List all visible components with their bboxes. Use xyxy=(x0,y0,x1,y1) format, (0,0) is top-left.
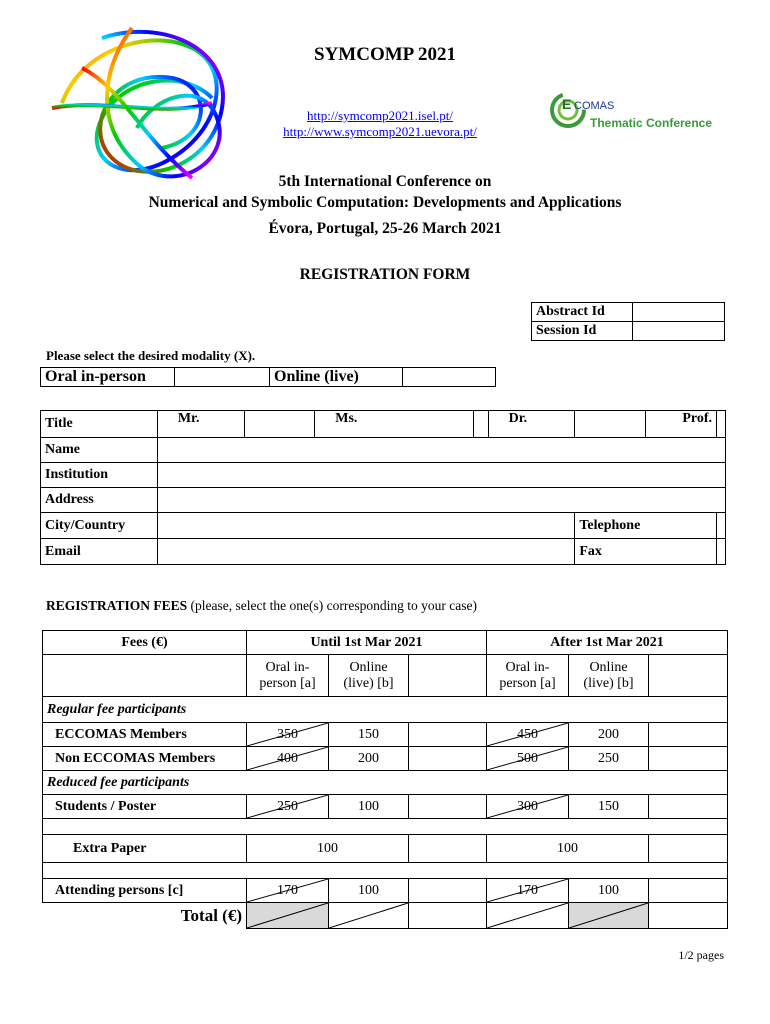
modality-online-label: Online (live) xyxy=(270,368,403,387)
session-id-field[interactable] xyxy=(633,322,725,341)
id-box xyxy=(531,302,725,341)
eccomas-logo-letter: E xyxy=(562,96,572,112)
telephone-field[interactable] xyxy=(717,513,726,539)
telephone-label: Telephone xyxy=(575,513,717,539)
institution-label: Institution xyxy=(41,463,158,488)
after-oral-header: Oral in-person [a] xyxy=(487,655,569,697)
after-header: After 1st Mar 2021 xyxy=(487,631,728,655)
institution-field[interactable] xyxy=(157,463,725,488)
non-eccomas-after-oral[interactable]: 500 xyxy=(487,747,569,771)
abstract-id-label: Abstract Id xyxy=(532,303,633,322)
strike-line xyxy=(487,903,568,928)
address-field[interactable] xyxy=(157,488,725,513)
strike-line xyxy=(487,747,568,770)
conference-line-2: Numerical and Symbolic Computation: Developments and Applications xyxy=(148,194,622,211)
strike-line xyxy=(487,723,568,746)
total-after-online[interactable] xyxy=(569,903,649,929)
modality-oral-checkbox[interactable] xyxy=(175,368,270,387)
strike-line xyxy=(329,903,408,928)
non-eccomas-until-online[interactable]: 200 xyxy=(329,747,409,771)
abstract-id-field[interactable] xyxy=(633,303,725,322)
website-link-uevora[interactable]: http://www.symcomp2021.uevora.pt/ xyxy=(283,124,477,139)
city-country-field[interactable] xyxy=(157,513,575,539)
attending-until-online[interactable]: 100 xyxy=(329,879,409,903)
eccomas-after-online[interactable]: 200 xyxy=(569,723,649,747)
total-until-oral[interactable] xyxy=(247,903,329,929)
title-prof-label: Prof. xyxy=(646,411,717,438)
fax-label: Fax xyxy=(575,539,717,565)
title-mr-label: Mr. xyxy=(157,411,244,438)
non-eccomas-after-online[interactable]: 250 xyxy=(569,747,649,771)
until-online-header: Online (live) [b] xyxy=(329,655,409,697)
page-title: SYMCOMP 2021 xyxy=(314,44,456,65)
personal-details-table xyxy=(40,410,726,565)
extra-paper-label: Extra Paper xyxy=(43,835,247,863)
modality-prompt: Please select the desired modality (X). xyxy=(46,348,256,363)
total-until-online[interactable] xyxy=(329,903,409,929)
non-eccomas-until-oral[interactable]: 400 xyxy=(247,747,329,771)
city-country-label: City/Country xyxy=(41,513,158,539)
page-number: 1/2 pages xyxy=(678,948,724,962)
eccomas-logo xyxy=(548,90,716,130)
strike-line xyxy=(487,795,568,818)
eccomas-logo-name: COMAS xyxy=(574,100,615,112)
students-after-online[interactable]: 150 xyxy=(569,795,649,819)
strike-line xyxy=(247,795,328,818)
conference-knot-logo xyxy=(42,8,252,198)
reduced-fee-section: Reduced fee participants xyxy=(43,771,728,795)
modality-online-checkbox[interactable] xyxy=(403,368,496,387)
students-poster-label: Students / Poster xyxy=(43,795,247,819)
strike-line xyxy=(487,879,568,902)
strike-line xyxy=(247,747,328,770)
address-label: Address xyxy=(41,488,158,513)
extra-paper-after[interactable]: 100 xyxy=(487,835,649,863)
strike-line xyxy=(569,903,648,928)
regular-fee-section: Regular fee participants xyxy=(43,697,728,723)
until-oral-header: Oral in-person [a] xyxy=(247,655,329,697)
fees-table xyxy=(42,630,728,929)
attending-after-oral[interactable]: 170 xyxy=(487,879,569,903)
session-id-label: Session Id xyxy=(532,322,633,341)
title-dr-checkbox[interactable] xyxy=(575,411,646,438)
total-label: Total (€) xyxy=(43,903,247,929)
title-dr-label: Dr. xyxy=(488,411,575,438)
conference-line-1: 5th International Conference on xyxy=(278,173,492,190)
strike-line xyxy=(247,903,328,928)
title-label: Title xyxy=(41,411,158,438)
form-title: REGISTRATION FORM xyxy=(299,266,471,283)
eccomas-members-label: ECCOMAS Members xyxy=(43,723,247,747)
until-header: Until 1st Mar 2021 xyxy=(247,631,487,655)
attending-after-online[interactable]: 100 xyxy=(569,879,649,903)
modality-oral-label: Oral in-person xyxy=(41,368,175,387)
students-after-oral[interactable]: 300 xyxy=(487,795,569,819)
attending-until-oral[interactable]: 170 xyxy=(247,879,329,903)
attending-persons-label: Attending persons [c] xyxy=(43,879,247,903)
eccomas-after-oral[interactable]: 450 xyxy=(487,723,569,747)
name-label: Name xyxy=(41,438,158,463)
eccomas-until-oral[interactable]: 350 xyxy=(247,723,329,747)
title-ms-label: Ms. xyxy=(315,411,473,438)
eccomas-until-online[interactable]: 150 xyxy=(329,723,409,747)
total-after-oral[interactable] xyxy=(487,903,569,929)
email-label: Email xyxy=(41,539,158,565)
non-eccomas-members-label: Non ECCOMAS Members xyxy=(43,747,247,771)
fax-field[interactable] xyxy=(717,539,726,565)
email-field[interactable] xyxy=(157,539,575,565)
eccomas-logo-subtitle: Thematic Conference xyxy=(590,116,713,130)
extra-paper-until[interactable]: 100 xyxy=(247,835,409,863)
title-prof-checkbox[interactable] xyxy=(717,411,726,438)
title-mr-checkbox[interactable] xyxy=(244,411,315,438)
fees-column-header: Fees (€) xyxy=(43,631,247,655)
modality-table xyxy=(40,367,496,387)
students-until-online[interactable]: 100 xyxy=(329,795,409,819)
after-online-header: Online (live) [b] xyxy=(569,655,649,697)
students-until-oral[interactable]: 250 xyxy=(247,795,329,819)
strike-line xyxy=(247,723,328,746)
fees-heading: REGISTRATION FEES (please, select the one(s) corresponding to your case) xyxy=(46,598,477,613)
strike-line xyxy=(247,879,328,902)
conference-line-3: Évora, Portugal, 25-26 March 2021 xyxy=(268,220,502,237)
name-field[interactable] xyxy=(157,438,725,463)
website-link-isel[interactable]: http://symcomp2021.isel.pt/ xyxy=(307,108,453,123)
